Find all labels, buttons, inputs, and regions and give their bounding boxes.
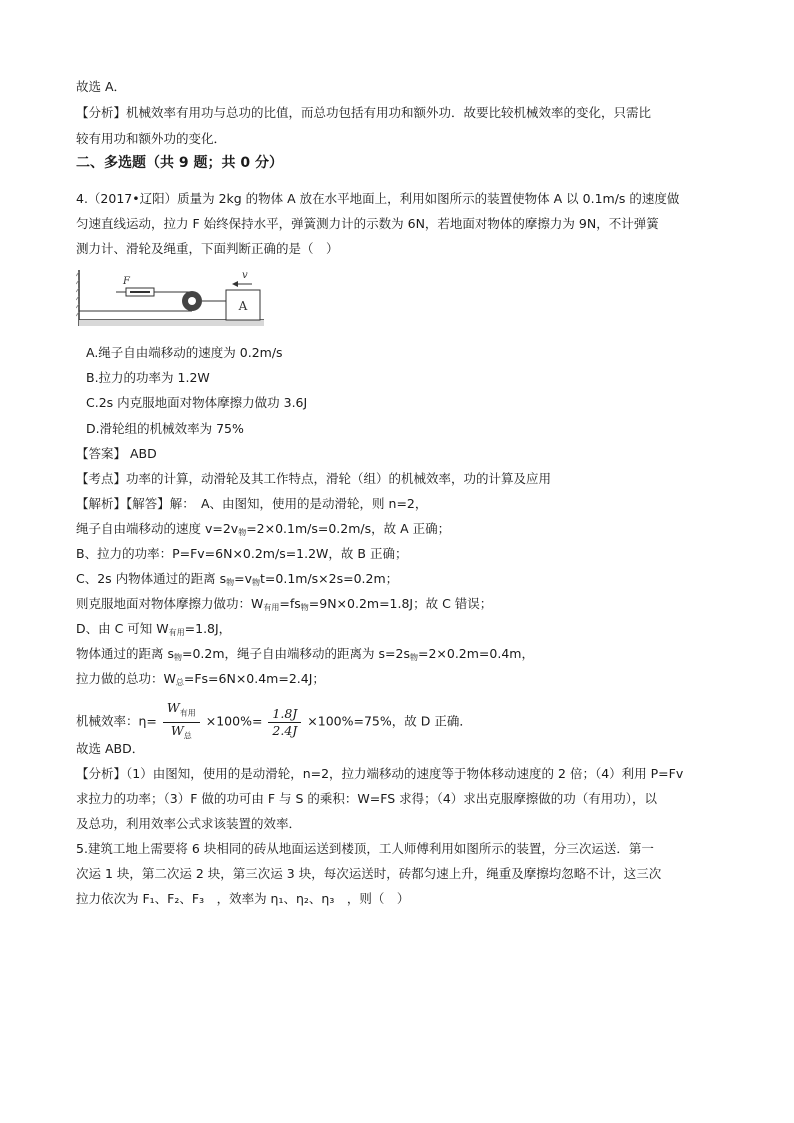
solution-step: 物体通过的距离 $s_物=0.2m$，绳子自由端移动的距离为 $s=2s_物=2\times 0.2m=0.4m$， — [76, 646, 534, 662]
velocity-label: v — [242, 270, 248, 281]
option-b: B.拉力的功率为 1.2W — [86, 370, 210, 385]
question-4: 4.（2017•辽阳）质量为 2kg 的物体 A 放在水平地面上，利用如图所示的装置使物体 A 以 0.1m/s 的速度做 — [76, 191, 680, 206]
fraction-values: $\frac{1.8J}{2.4J}$ — [268, 706, 301, 739]
section-heading: 二、多选题（共 9 题；共 0 分） — [76, 155, 283, 171]
solution-step: 则克服地面对物体摩擦力做功：$W_{有用}=fs_物=9N\times 0.2m=1.8J$；故 C 错误； — [76, 596, 493, 612]
solution-step: B、拉力的功率：P=Fv=6N×0.2m/s=1.2W，故 B 正确； — [76, 546, 408, 561]
question-5: 5.建筑工地上需要将 6 块相同的砖从地面运送到楼顶，工人师傅利用如图所示的装置，分三次运送．第一 — [76, 841, 654, 856]
ground-hatch — [79, 320, 264, 326]
solution-step: C、2s 内物体通过的距离 $s_物=v_物t=0.1m/s\times 2s=0.2m$； — [76, 571, 399, 587]
conclusion: 故选 ABD． — [76, 741, 145, 756]
analysis-line: 及总功，利用效率公式求该装置的效率． — [76, 816, 302, 831]
question-4: 匀速直线运动，拉力 F 始终保持水平，弹簧测力计的示数为 6N，若地面对物体的摩擦力为 9N，不计弹簧 — [76, 216, 659, 231]
option-d: D.滑轮组的机械效率为 75% — [86, 421, 244, 436]
solution-step: D、由 C 可知 $W_{有用}=1.8J$， — [76, 621, 232, 637]
question-5: 次运 1 块，第二次运 2 块，第三次运 3 块，每次运送时，砖都匀速上升，绳重及摩擦均忽略不计，这三次 — [76, 866, 662, 881]
solution-step: 拉力做的总功：$W_总=Fs=6N\times 0.4m=2.4J$； — [76, 671, 325, 687]
pulley-inner — [188, 297, 196, 305]
option-c: C.2s 内克服地面对物体摩擦力做功 3.6J — [86, 395, 308, 410]
analysis-line: 【分析】（1）由图知，使用的是动滑轮，n=2，拉力端移动的速度等于物体移动速度的 2 倍；（4）利用 P=Fv — [76, 766, 684, 781]
text-line: 故选 A． — [76, 79, 127, 94]
arrow-head — [232, 281, 238, 287]
force-label: F — [123, 276, 130, 287]
question-4: 测力计、滑轮及绳重，下面判断正确的是（ ） — [76, 241, 339, 256]
block-a-label: A — [238, 299, 248, 313]
solution-step: 绳子自由端移动的速度 $v=2v_物=2\times 0.1m/s=0.2m/s$，故 A 正确； — [76, 521, 451, 537]
option-a: A.绳子自由端移动的速度为 0.2m/s — [86, 345, 283, 360]
analysis-line: 求拉力的功率；（3）F 做的功可由 F 与 S 的乘积：W=FS 求得；（4）求出克服摩擦做的功（有用功），以 — [76, 791, 658, 806]
fraction-w: $\frac{W_{有用}}{W_总}$ — [163, 700, 200, 744]
analysis-line: 【分析】机械效率有用功与总功的比值，而总功包括有用功和额外功．故要比较机械效率的变化，只需比 — [76, 105, 652, 120]
question-5: 拉力依次为 F₁、F₂、F₃ ，效率为 η₁、η₂、η₃ ，则（ ） — [76, 891, 410, 906]
jiexi: 【解析】【解答】解： A、由图知，使用的是动滑轮，则 n=2， — [76, 496, 428, 511]
pulley-figure — [76, 268, 266, 332]
efficiency-formula: 机械效率：η= $\frac{W_{有用}}{W_总}$ ×100%= $\frac{1.8J}{2.4J}$ ×100%=75%，故 D 正确． — [76, 700, 472, 744]
answer: 【答案】 ABD — [76, 446, 157, 461]
analysis-line: 较有用功和额外功的变化． — [76, 131, 227, 146]
kaodian: 【考点】功率的计算，动滑轮及其工作特点，滑轮（组）的机械效率，功的计算及应用 — [76, 471, 552, 486]
